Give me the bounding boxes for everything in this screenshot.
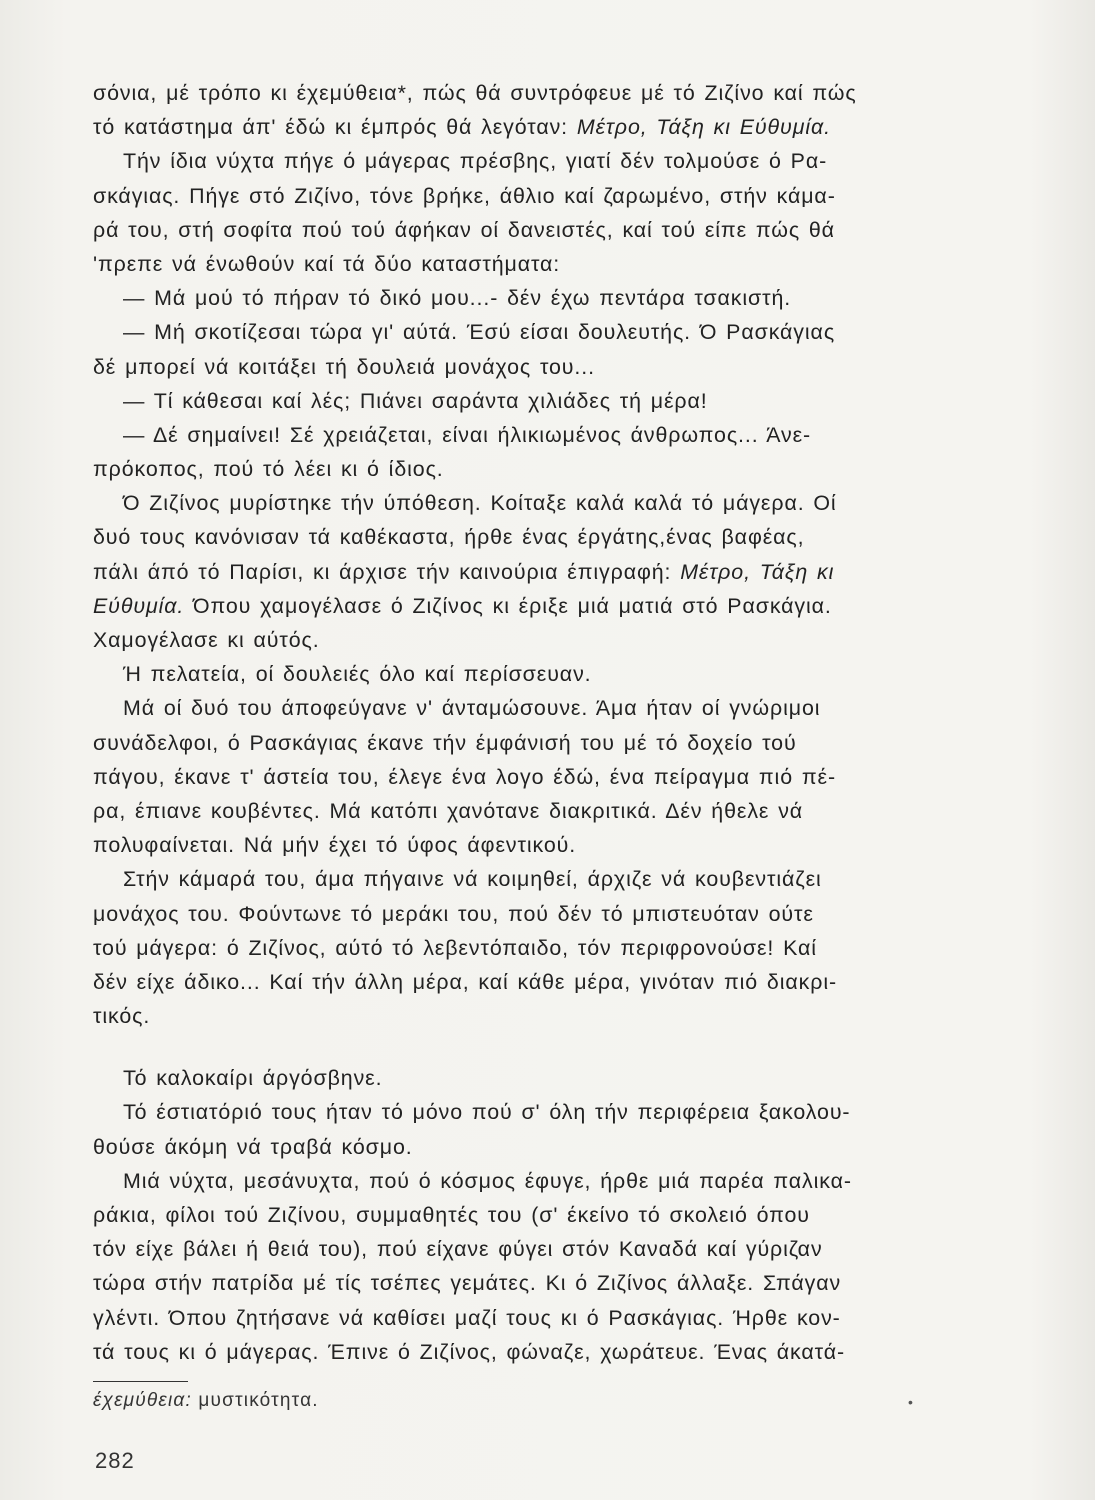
- print-mark: •: [908, 1394, 913, 1410]
- text-line: Τήν ίδια νύχτα πήγε ό μάγερας πρέσβης, γιατί δέν τολμούσε ό Ρα-: [123, 149, 828, 174]
- shop-sign-text: Μέτρο, Τάξη κι: [680, 559, 835, 584]
- text-line: τά τους κι ό μάγερας. Έπινε ό Ζιζίνος, φώναζε, χωράτευε. Ένας άκατά-: [93, 1339, 845, 1364]
- text-line: Τό καλοκαίρι άργόσβηνε.: [123, 1066, 383, 1091]
- text-line: σόνια, μέ τρόπο κι έχεμύθεια*, πώς θά συντρόφευε μέ τό Ζιζίνο καί πώς: [93, 81, 857, 105]
- dialogue-line: — Δέ σημαίνει! Σέ χρειάζεται, είναι ήλικιωμένος άνθρωπος... Άνε-: [123, 422, 812, 447]
- text-line: συνάδελφοι, ό Ρασκάγιας έκανε τήν έμφάνισή του μέ τό δοχείο τού: [93, 730, 797, 755]
- text-span: Όπου χαμογέλασε ό Ζιζίνος κι έριξε μιά ματιά στό Ρασκάγια.: [184, 593, 832, 618]
- text-line: ρα, έπιανε κουβέντες. Μά κατόπι χανότανε διακριτικά. Δέν ήθελε νά: [93, 798, 804, 823]
- text-line: [93, 555, 993, 589]
- text-line: τικός.: [93, 1004, 151, 1029]
- text-line: πάγου, έκανε τ' άστεία του, έλεγε ένα λογο έδώ, ένα πείραγμα πιό πέ-: [93, 764, 836, 789]
- text-line: πολυφαίνεται. Νά μήν έχει τό ύφος άφεντικού.: [93, 833, 577, 858]
- footnote: [93, 1390, 319, 1412]
- text-line: Ή πελατεία, οί δουλειές όλο καί περίσσευαν.: [123, 662, 592, 687]
- dialogue-line: — Τί κάθεσαι καί λές; Πιάνει σαράντα χιλιάδες τή μέρα!: [123, 388, 708, 413]
- dialogue-line: — Μή σκοτίζεσαι τώρα γι' αύτά. Έσύ είσαι δουλευτής. Ό Ρασκάγιας: [123, 320, 836, 345]
- body-text: [93, 76, 993, 1369]
- text-line: Μά οί δυό του άποφεύγανε ν' άνταμώσουνε. Άμα ήταν οί γνώριμοι: [123, 696, 821, 721]
- footnote-term: έχεμύθεια:: [93, 1390, 192, 1411]
- text-line: Μιά νύχτα, μεσάνυχτα, πού ό κόσμος έφυγε, ήρθε μιά παρέα παλικα-: [123, 1168, 852, 1193]
- text-line: δέν είχε άδικο... Καί τήν άλλη μέρα, καί κάθε μέρα, γινόταν πιό διακρι-: [93, 969, 837, 994]
- dialogue-line: — Μά μού τό πήραν τό δικό μου...- δέν έχω πεντάρα τσακιστή.: [123, 286, 792, 311]
- text-line: σκάγιας. Πήγε στό Ζιζίνο, τόνε βρήκε, άθλιο καί ζαρωμένο, στήν κάμα-: [93, 183, 836, 208]
- text-line: θούσε άκόμη νά τραβά κόσμο.: [93, 1134, 413, 1159]
- footnote-divider: [93, 1381, 188, 1382]
- text-line: τώρα στήν πατρίδα μέ τίς τσέπες γεμάτες. Κι ό Ζιζίνος άλλαξε. Σπάγαν: [93, 1271, 842, 1296]
- text-line: ρά του, στή σοφίτα πού τού άφήκαν οί δανειστές, καί τού είπε πώς θά: [93, 217, 835, 242]
- text-line: δυό τους κανόνισαν τά καθέκαστα, ήρθε ένας έργάτης,ένας βαφέας,: [93, 525, 805, 550]
- text-line: Χαμογέλασε κι αύτός.: [93, 628, 320, 652]
- text-line: [93, 110, 993, 144]
- text-line: Τό έστιατόριό τους ήταν τό μόνο πού σ' όλη τήν περιφέρεια ξακολου-: [123, 1100, 851, 1125]
- text-span: τό κατάστημα άπ' έδώ κι έμπρός θά λεγόταν:: [93, 115, 577, 140]
- text-line: δέ μπορεί νά κοιτάξει τή δουλειά μονάχος του...: [93, 354, 595, 379]
- text-line: τόν είχε βάλει ή θειά του), πού είχανε φύγει στόν Καναδά καί γύριζαν: [93, 1237, 823, 1262]
- text-line: Στήν κάμαρά του, άμα πήγαινε νά κοιμηθεί, άρχιζε νά κουβεντιάζει: [123, 867, 822, 892]
- text-line: Ό Ζιζίνος μυρίστηκε τήν ύπόθεση. Κοίταξε καλά καλά τό μάγερα. Οί: [123, 491, 837, 516]
- text-line: ράκια, φίλοι τού Ζιζίνου, συμμαθητές του (σ' έκείνο τό σκολειό όπου: [93, 1203, 810, 1227]
- text-line: τού μάγερα: ό Ζιζίνος, αύτό τό λεβεντόπαιδο, τόν περιφρονούσε! Καί: [93, 935, 817, 960]
- footnote-definition: μυστικότητα.: [191, 1390, 319, 1411]
- shop-sign-text: Μέτρο, Τάξη κι Εύθυμία.: [576, 115, 831, 140]
- page-number: 282: [95, 1448, 135, 1473]
- shop-sign-text: Εύθυμία.: [93, 593, 185, 618]
- text-span: πάλι άπό τό Παρίσι, κι άρχισε τήν καινούρια έπιγραφή:: [93, 559, 681, 584]
- section-break: [93, 1033, 993, 1061]
- text-line: γλέντι. Όπου ζητήσανε νά καθίσει μαζί τους κι ό Ρασκάγιας. Ήρθε κον-: [93, 1305, 841, 1330]
- text-line: [93, 589, 993, 623]
- text-line: μονάχος του. Φούντωνε τό μεράκι του, πού δέν τό μπιστευόταν ούτε: [93, 901, 814, 926]
- text-line: πρόκοπος, πού τό λέει κι ό ίδιος.: [93, 457, 444, 482]
- text-line: 'πρεπε νά ένωθούν καί τά δύο καταστήματα:: [93, 251, 561, 276]
